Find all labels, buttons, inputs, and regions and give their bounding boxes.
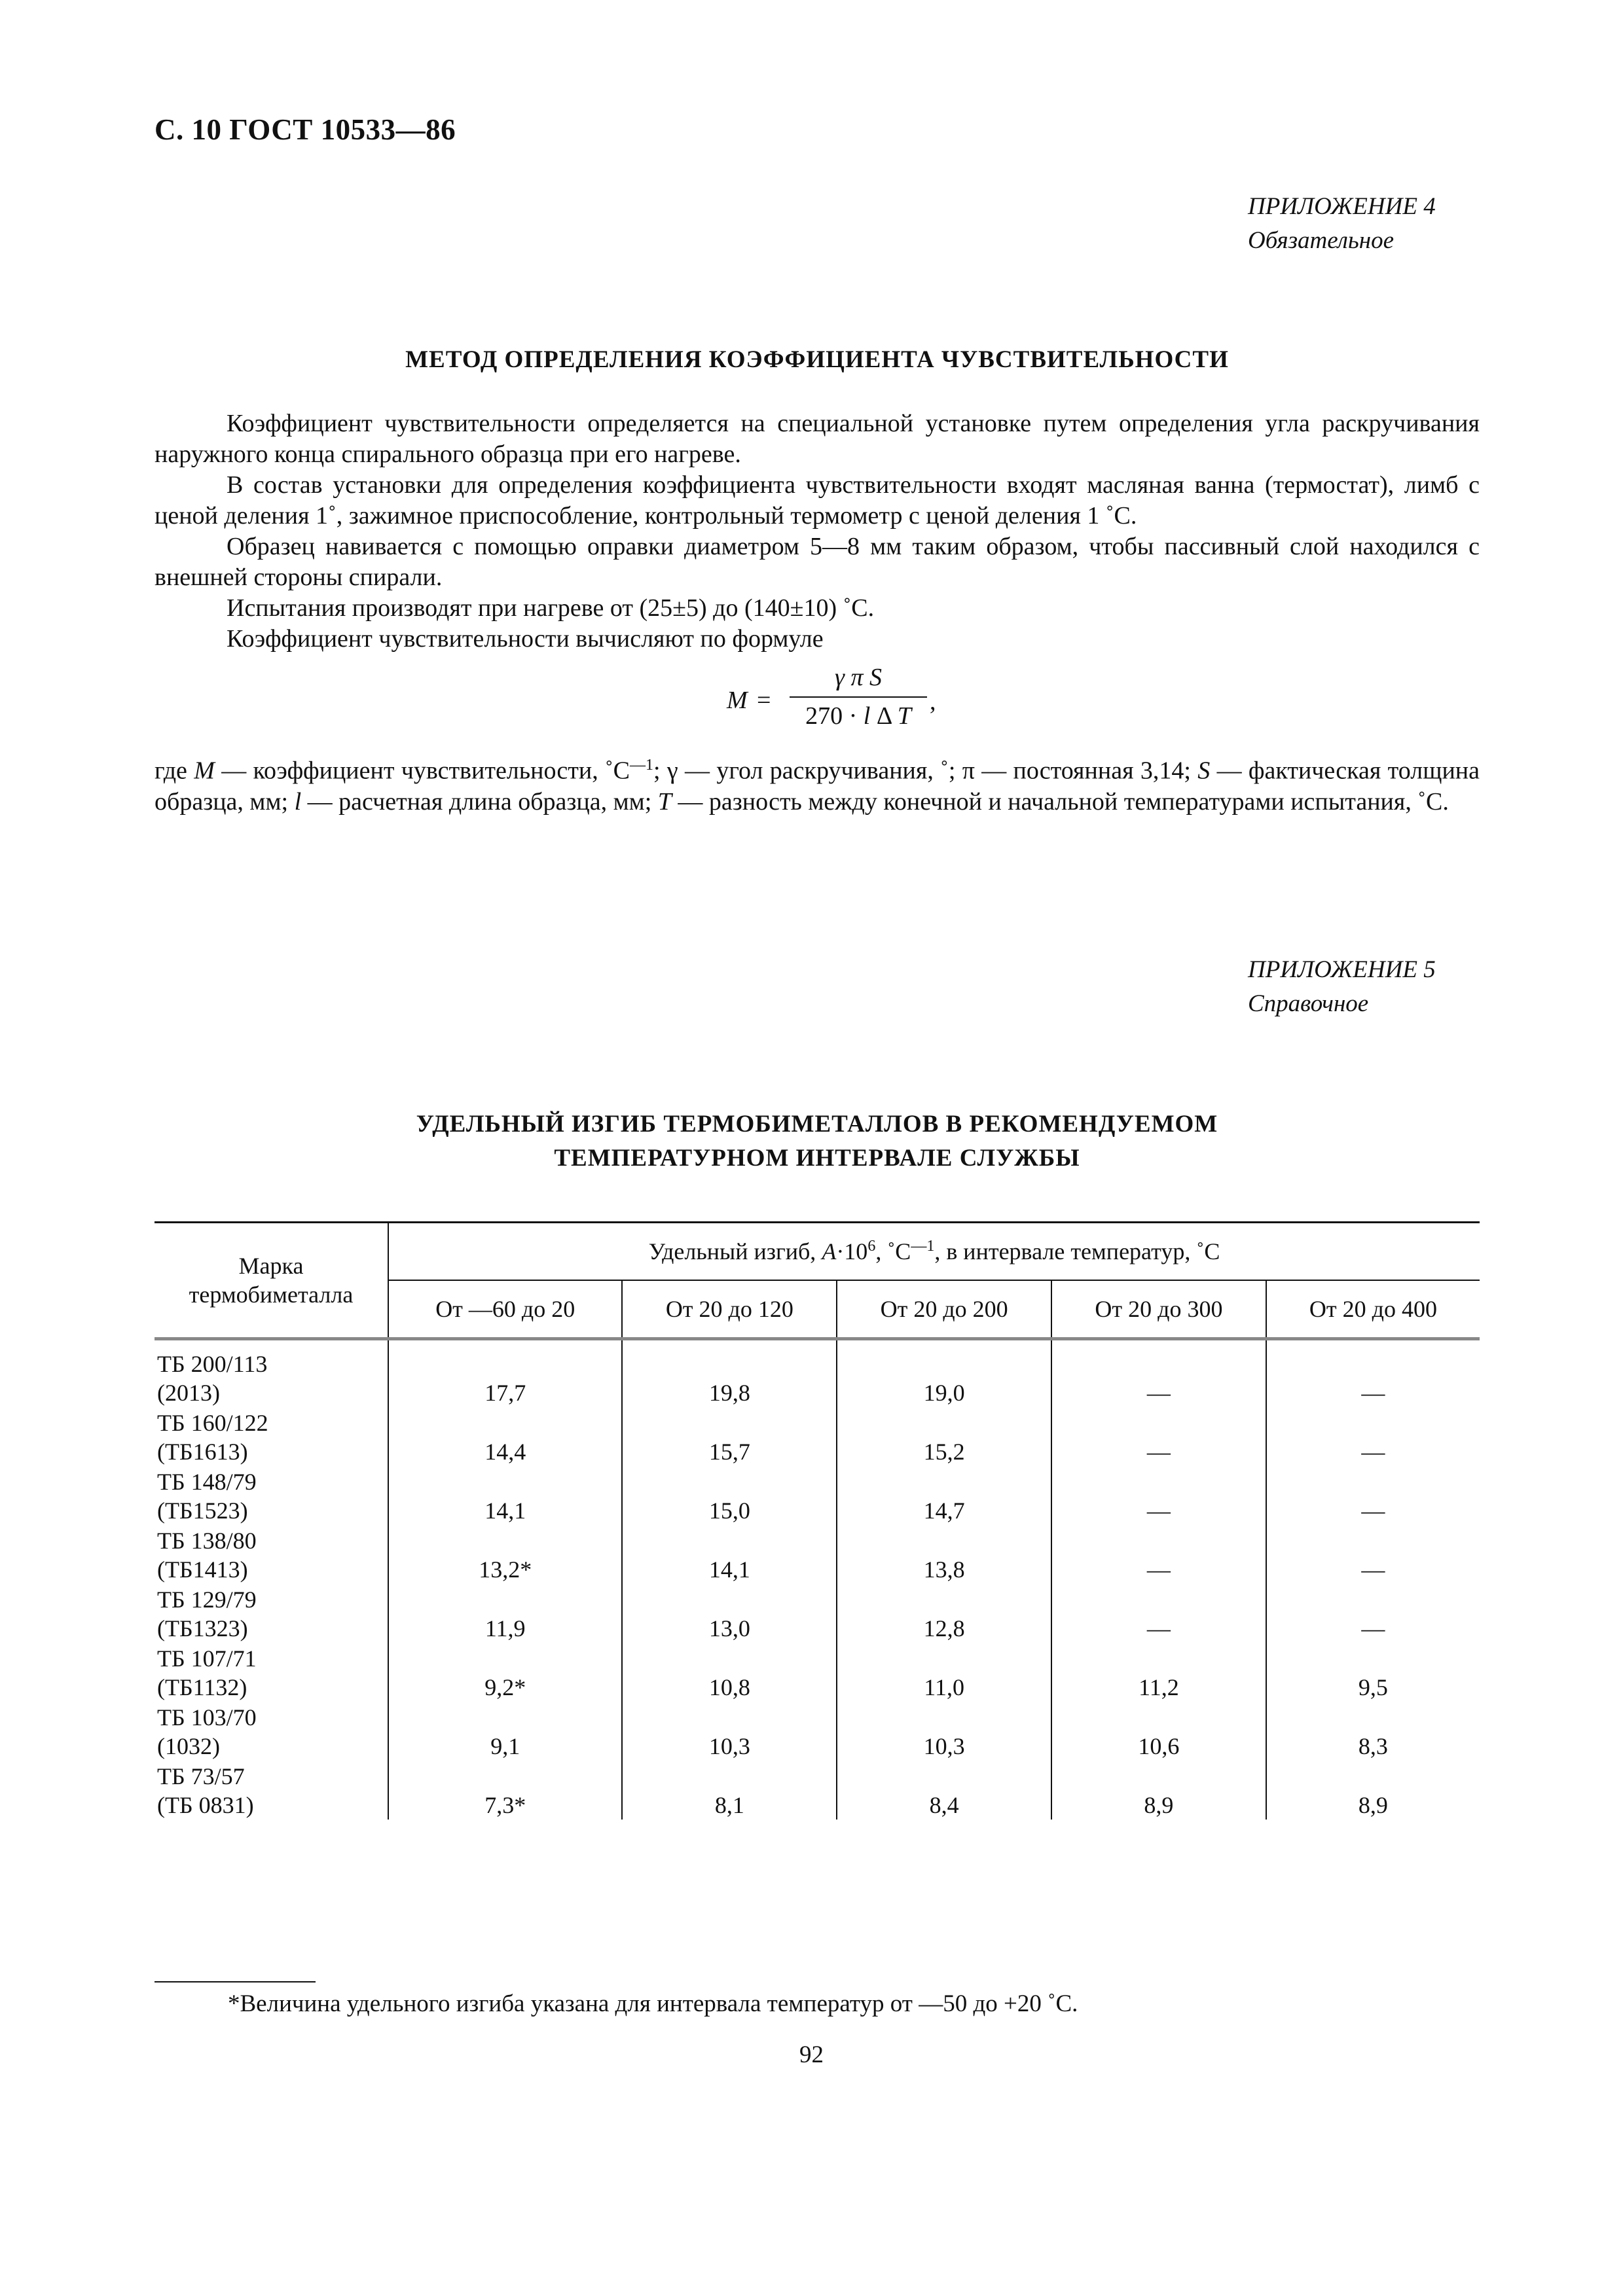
- value-cell: —: [1361, 1439, 1385, 1465]
- formula-fraction: [790, 661, 927, 732]
- table-row: [155, 1525, 1480, 1584]
- appendix-5-label: ПРИЛОЖЕНИЕ 5: [1248, 956, 1436, 983]
- appendix-4-heading: [1248, 190, 1436, 258]
- value-cell: 17,7: [388, 1339, 622, 1408]
- value-cell: 12,8: [837, 1584, 1051, 1643]
- value-cell: 10,6: [1051, 1702, 1266, 1761]
- table-row: [155, 1702, 1480, 1761]
- formula-legend-text: где M — коэффициент чувствительности, $˚С^{—1}$; γ — угол раскручивания, ˚; π — постоянная 3,14; S — фактическая толщина образца, мм; l — расчетная длина образца, мм; T — разность между конечной и начальной температурами испытания, ˚С.: [155, 757, 1480, 816]
- value-cell: 8,9: [1051, 1761, 1266, 1820]
- value-cell: 13,8: [837, 1525, 1051, 1584]
- value-cell: 8,3: [1358, 1733, 1388, 1759]
- range-header: От —60 до 20: [388, 1280, 622, 1339]
- value-cell: —: [1361, 1380, 1385, 1406]
- value-cell: 14,1: [622, 1525, 837, 1584]
- sensitivity-formula: [727, 661, 962, 740]
- formula-equals: =: [757, 687, 771, 714]
- formula-legend: [155, 750, 1480, 817]
- page-header: С. 10 ГОСТ 10533—86: [155, 113, 456, 146]
- footnote: *Величина удельного изгиба указана для интервала температур от —50 до +20 ˚С.: [228, 1990, 1078, 2017]
- brand-cell: ТБ 129/79 (ТБ1323): [155, 1584, 388, 1643]
- value-cell: 15,7: [622, 1407, 837, 1466]
- value-cell: 19,0: [837, 1339, 1051, 1408]
- value-cell: 13,2*: [388, 1525, 622, 1584]
- fraction-bar: [790, 696, 927, 698]
- value-cell: 14,4: [388, 1407, 622, 1466]
- brand-cell: ТБ 73/57 (ТБ 0831): [155, 1761, 388, 1820]
- brand-cell: ТБ 103/70 (1032): [155, 1702, 388, 1761]
- formula-comma: ,: [930, 688, 936, 715]
- page-number: 92: [799, 2041, 824, 2068]
- paragraph: Коэффициент чувствительности определяется на специальной установке путем определения угла раскручивания наружного конца спирального образца при его нагреве.: [155, 410, 1480, 468]
- table-row: [155, 1339, 1480, 1408]
- value-cell: 11,2: [1051, 1643, 1266, 1702]
- range-header: От 20 до 400: [1266, 1280, 1480, 1339]
- appendix-4-status: Обязательное: [1248, 227, 1395, 254]
- value-cell: —: [1051, 1407, 1266, 1466]
- brand-cell: ТБ 200/113 (2013): [155, 1339, 388, 1408]
- value-cell: —: [1361, 1615, 1385, 1641]
- appendix-4-label: ПРИЛОЖЕНИЕ 4: [1248, 193, 1436, 220]
- table-row: [155, 1466, 1480, 1525]
- appendix-4-body: [155, 408, 1480, 655]
- brand-cell: ТБ 138/80 (ТБ1413): [155, 1525, 388, 1584]
- paragraph: Испытания производят при нагреве от (25±5) до (140±10) ˚С.: [227, 594, 875, 622]
- range-header: От 20 до 300: [1051, 1280, 1266, 1339]
- brand-cell: ТБ 160/122 (ТБ1613): [155, 1407, 388, 1466]
- brand-cell: ТБ 148/79 (ТБ1523): [155, 1466, 388, 1525]
- paragraph: Коэффициент чувствительности вычисляют по формуле: [227, 625, 824, 653]
- bending-group-header: Удельный изгиб, $A\cdot 10^6$, $˚С^{—1}$, в интервале температур, ˚С: [388, 1223, 1480, 1281]
- value-cell: 10,3: [622, 1702, 837, 1761]
- table-row: [155, 1407, 1480, 1466]
- formula-numerator: γ π S: [834, 664, 882, 691]
- appendix-5-title: [155, 1107, 1480, 1175]
- value-cell: —: [1051, 1466, 1266, 1525]
- footnote-divider: [155, 1981, 316, 1982]
- paragraph: Образец навивается с помощью оправки диаметром 5—8 мм таким образом, чтобы пассивный слой находился с внешней стороны спирали.: [155, 533, 1480, 591]
- value-cell: —: [1361, 1498, 1385, 1524]
- brand-column-header: Марка термобиметалла: [155, 1223, 388, 1339]
- value-cell: 10,3: [837, 1702, 1051, 1761]
- range-header: От 20 до 120: [622, 1280, 837, 1339]
- appendix-5-title-line1: УДЕЛЬНЫЙ ИЗГИБ ТЕРМОБИМЕТАЛЛОВ В РЕКОМЕНДУЕМОМ: [416, 1111, 1218, 1138]
- value-cell: 15,2: [837, 1407, 1051, 1466]
- brand-cell: ТБ 107/71 (ТБ1132): [155, 1643, 388, 1702]
- value-cell: 11,9: [388, 1584, 622, 1643]
- value-cell: 7,3*: [388, 1761, 622, 1820]
- value-cell: 9,5: [1358, 1674, 1388, 1700]
- value-cell: 13,0: [622, 1584, 837, 1643]
- value-cell: —: [1361, 1556, 1385, 1583]
- value-cell: —: [1051, 1584, 1266, 1643]
- value-cell: 10,8: [622, 1643, 837, 1702]
- appendix-4-title: МЕТОД ОПРЕДЕЛЕНИЯ КОЭФФИЦИЕНТА ЧУВСТВИТЕЛЬНОСТИ: [405, 346, 1229, 373]
- table-row: [155, 1584, 1480, 1643]
- value-cell: —: [1051, 1339, 1266, 1408]
- value-cell: 19,8: [622, 1339, 837, 1408]
- value-cell: 9,2*: [388, 1643, 622, 1702]
- appendix-5-heading: [1248, 953, 1436, 1021]
- bending-table: [155, 1221, 1480, 1820]
- paragraph: В состав установки для определения коэффициента чувствительности входят масляная ванна (термостат), лимб с ценой деления 1˚, зажимное приспособление, контрольный термометр с ценой деления 1 ˚С.: [155, 471, 1480, 529]
- table-row: [155, 1643, 1480, 1702]
- appendix-5-status: Справочное: [1248, 990, 1369, 1017]
- value-cell: 14,7: [837, 1466, 1051, 1525]
- value-cell: 9,1: [388, 1702, 622, 1761]
- value-cell: —: [1051, 1525, 1266, 1584]
- value-cell: 11,0: [837, 1643, 1051, 1702]
- appendix-5-title-line2: ТЕМПЕРАТУРНОМ ИНТЕРВАЛЕ СЛУЖБЫ: [554, 1145, 1080, 1172]
- value-cell: 14,1: [388, 1466, 622, 1525]
- formula-lhs: M: [727, 687, 748, 714]
- value-cell: 8,9: [1358, 1792, 1388, 1818]
- value-cell: 8,4: [837, 1761, 1051, 1820]
- range-header: От 20 до 200: [837, 1280, 1051, 1339]
- value-cell: 15,0: [622, 1466, 837, 1525]
- table-row: [155, 1761, 1480, 1820]
- formula-denominator: 270 · l Δ T: [805, 702, 911, 730]
- value-cell: 8,1: [622, 1761, 837, 1820]
